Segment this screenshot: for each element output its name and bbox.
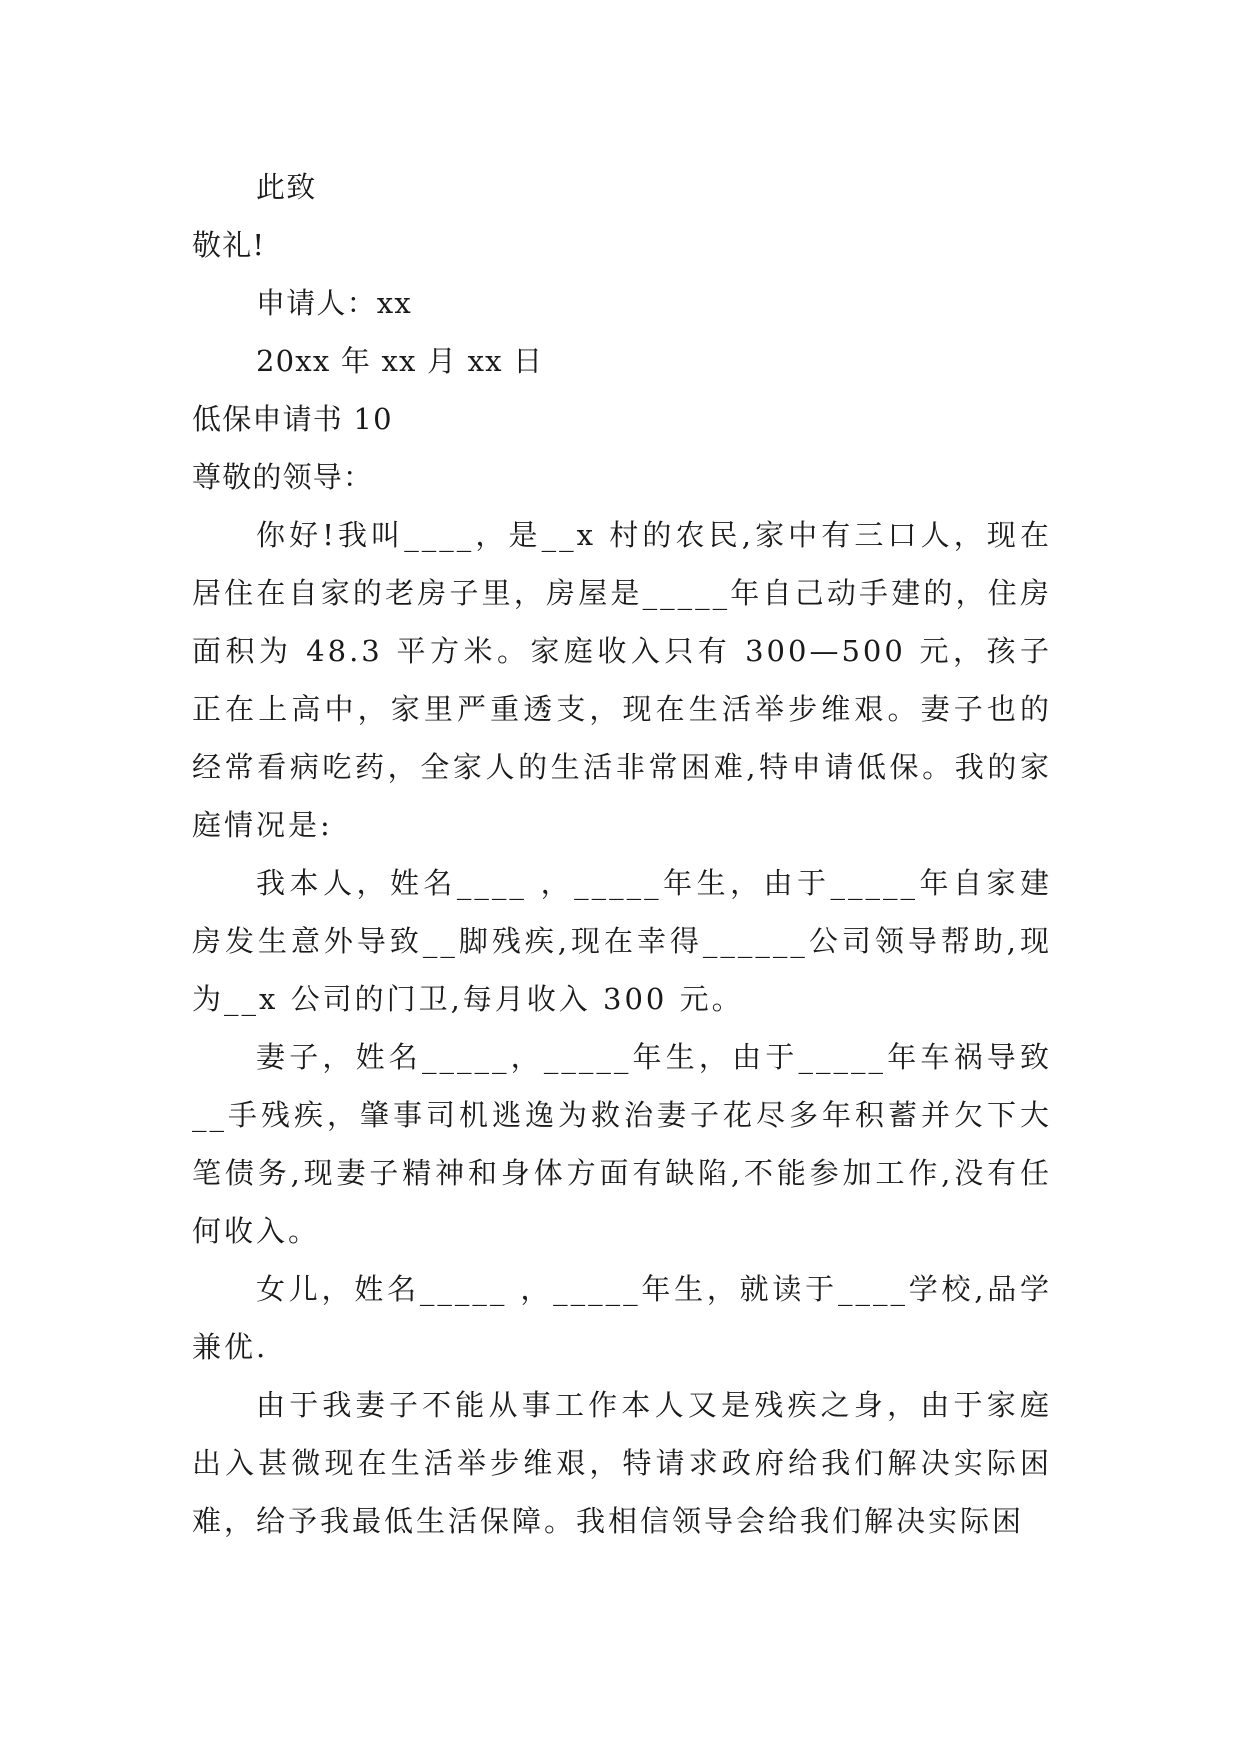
applicant-signature: 申请人：xx xyxy=(256,286,412,320)
paragraph-daughter: 女儿，姓名_____ ，_____年生，就读于____学校,品学兼优. xyxy=(192,1272,1052,1364)
section-title: 低保申请书 10 xyxy=(192,402,393,436)
paragraph-request: 由于我妻子不能从事工作本人又是残疾之身，由于家庭出入甚微现在生活举步维艰，特请求政府给我们解决实际困难，给予我最低生活保障。我相信领导会给我们解决实际困 xyxy=(192,1388,1052,1538)
letter-date: 20xx 年 xx 月 xx 日 xyxy=(256,344,544,378)
greeting: 尊敬的领导： xyxy=(192,460,374,494)
paragraph-intro: 你好!我叫____，是__x 村的农民,家中有三口人，现在居住在自家的老房子里，房屋是_____年自己动手建的，住房面积为 48.3 平方米。家庭收入只有 300—500 元，孩子正在上高中，家里严重透支，现在生活举步维艰。妻子也的经常看病吃药，全家人的生活非常困难,特申请低保。我的家庭情况是: xyxy=(192,518,1052,842)
closing-regards: 敬礼! xyxy=(192,228,266,262)
document-body xyxy=(192,158,1052,1550)
paragraph-self: 我本人，姓名____ ，_____年生，由于_____年自家建房发生意外导致__脚残疾,现在幸得______公司领导帮助,现为__x 公司的门卫,每月收入 300 元。 xyxy=(192,866,1052,1016)
paragraph-wife: 妻子，姓名_____，_____年生，由于_____年车祸导致__手残疾，肇事司机逃逸为救治妻子花尽多年积蓄并欠下大笔债务,现妻子精神和身体方面有缺陷,不能参加工作,没有任何收入。 xyxy=(192,1040,1052,1248)
closing-salutation: 此致 xyxy=(256,170,317,204)
